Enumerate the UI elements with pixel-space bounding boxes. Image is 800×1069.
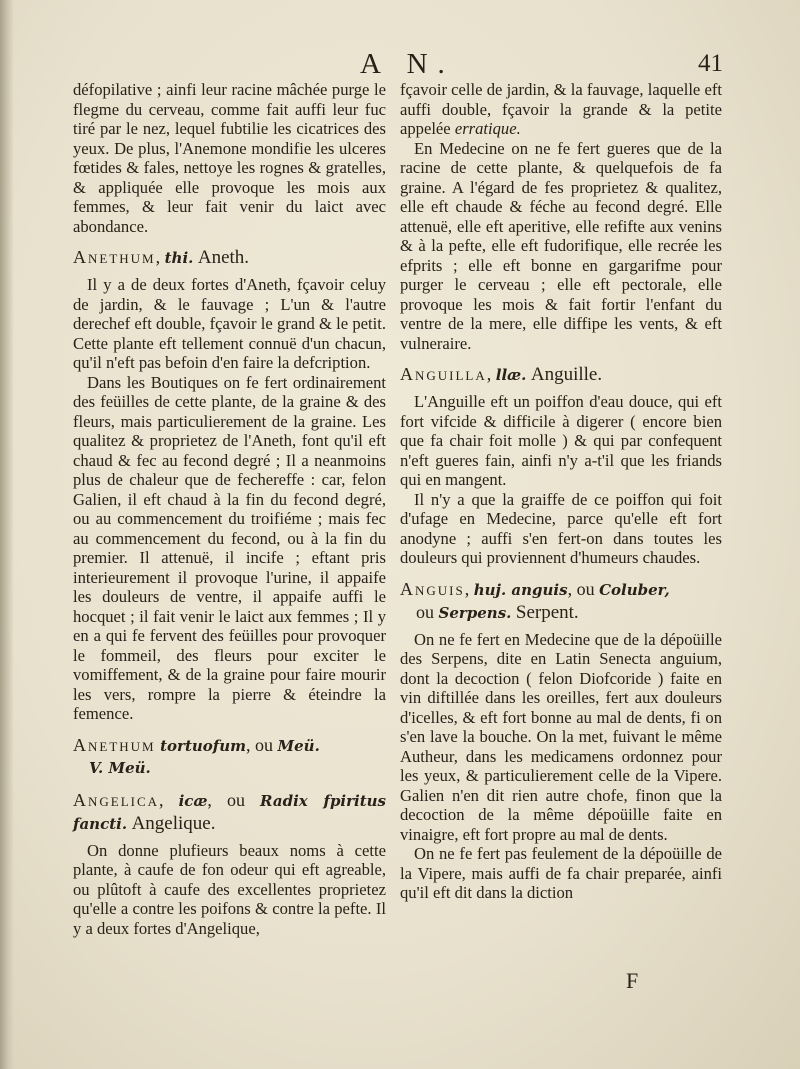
paragraph-anemone-end: défopilative ; ainfi leur racine mâchée purge le flegme du cerveau, comme fait auffi leur fuc tiré par le nez, lequel fubtilie les cicatrices des yeux. De plus, l'Anemone mondifie les ulceres fœtides & fales, nettoye les rognes & gratelles, & appliquée elle provoque les mois aux femmes, & leur fait venir du laict avec abondance. <box>73 80 386 236</box>
entry-name: Anguilla <box>400 364 487 384</box>
entry-heading-anguis: Anguis, huj. anguis, ou Coluber, ou Serpens. Serpent. <box>400 578 670 623</box>
page-number: 41 <box>698 50 723 77</box>
left-column <box>73 80 386 938</box>
entry-latin-alt-2: Serpens. <box>438 603 512 622</box>
paragraph-angelica-1: On donne plufieurs beaux noms à cette plante, à caufe de fon odeur qui eft agreable, ou plûtoft à caufe des excellentes proprietez qu'elle a contre les poifons & contre la pefte. Il y a deux fortes d'Angelique, <box>73 840 386 938</box>
entry-name: Angelica <box>73 789 160 810</box>
right-column <box>400 80 722 903</box>
paragraph-anethum-1: Il y a de deux fortes d'Aneth, fçavoir celuy de jardin, & le fauvage ; L'un & l'autre derechef eft double, fçavoir le grand & le petit. Cette plante eft tellement connuë d'un chacun, qu'il n'eft pas befoin d'en faire la defcription. <box>73 275 386 372</box>
paragraph-anguis-1: On ne fe fert en Medecine que de la dépoüille des Serpens, dite en Latin Senecta anguium, dont la decoction ( felon Diofcoride ) faite en vin diftillée dans les oreilles, fert aux douleurs d'icelles, & eft fort bonne au mal de dents, fi on s'en lave la bouche. On la met, fuivant le même Autheur, dans les medicamens ordonnez pour les yeux, & particulierement celle de la Vipere. Galien n'en dit rien autre chofe, finon que la decoction de la même dépoüille faite en vinaigre, eft fort propre au mal de dents. <box>400 629 722 844</box>
italic-term: erratique. <box>454 119 521 138</box>
entry-connector: , ou <box>246 734 274 755</box>
entry-latin: huj. anguis <box>473 580 568 599</box>
entry-name: Anethum <box>73 247 156 267</box>
entry-heading-angelica: Angelica, icæ, ou Radix fpiritus fancti. Angelique. <box>73 789 387 834</box>
entry-french: Anguille. <box>530 364 603 385</box>
entry-latin: thi. <box>164 249 194 267</box>
paragraph-text: fçavoir celle de jardin, & la fauvage, laquelle eft auffi double, fçavoir la grande & la petite appelée <box>400 80 722 138</box>
entry-latin-alt: Coluber, <box>599 580 670 599</box>
entry-heading-anguilla: Anguilla, llæ. Anguille. <box>400 364 603 385</box>
entry-latin: icæ <box>178 791 208 810</box>
paragraph-angelica-2: En Medecine on ne fe fert gueres que de la racine de cette plante, & quelquefois de fa graine. A l'égard de fes proprietez & qualitez, elle eft chaude & féche au fecond degré. Elle attenuë, elle eft aperitive, elle refifte aux venins & à la pefte, elle eft fudorifique, elle recrée les efprits ; elle eft bonne en gargarifme pour purger le cerveau ; elle eft pectorale, elle provoque les mois & fait fortir l'enfant du ventre de la mere, elle diffipe les vents, & eft vulneraire. <box>400 138 722 353</box>
entry-name: Anguis <box>400 578 465 599</box>
entry-latin: tortuofum <box>160 736 247 755</box>
paragraph-anguilla-1: L'Anguille eft un poiffon d'eau douce, qui eft fort vifcide & difficile à digerer ( encore bien que fa chair foit molle ) & qui par confequent n'eft gueres fain, ainfi n'y a-t'il que les friands qui en mangent. <box>400 392 722 489</box>
entry-cross-reference: V. Meü. <box>89 758 151 777</box>
paragraph-anethum-2: Dans les Boutiques on fe fert ordinairement des feüilles de cette plante, de la graine & des fleurs, mais particulierement de la graine. Les qualitez & proprietez de l'Aneth, font qu'il eft chaud & fec au fecond degré ; Il a neanmoins plus de chaleur que de fechereffe : car, felon Galien, il eft chaud à la fin du fecond degré, ou au commencement du troifiéme ; mais fec au commencement du fecond, ou à la fin du premier. Il attenuë, il incife ; eftant pris interieurement il provoque l'urine, il appaife les douleurs de ventre, il appaife auffi le hocquet ; il fait venir le laict aux femmes ; Il y en a qui fe fervent des feüilles pour provoquer le fommeil, des fleurs pour exciter le vomiffement, & de la graine pour faire mourir les vers, rompre la pierre & éteindre la femence. <box>73 372 386 723</box>
entry-connector: , ou <box>567 578 595 599</box>
entry-latin-alt: Meü. <box>277 736 320 755</box>
page-gutter-shadow <box>0 0 14 1069</box>
entry-heading-anethum: Anethum, thi. Aneth. <box>73 247 250 268</box>
entry-heading-anethum-tortuosum <box>73 734 386 779</box>
entry-name: Anethum <box>73 734 156 755</box>
paragraph-anguilla-2: Il n'y a que la graiffe de ce poiffon qui foit d'ufage en Medecine, parce qu'elle eft fort anodyne ; auffi s'en fert-on dans toutes les douleurs qui proviennent d'humeurs chaudes. <box>400 489 722 567</box>
paragraph-anguis-2: On ne fe fert pas feulement de la dépoüille de la Vipere, mais auffi de fa chair preparée, ainfi qu'il eft dit dans la diction <box>400 844 722 902</box>
running-head: A N. <box>360 48 455 80</box>
entry-french: Serpent. <box>515 601 579 623</box>
entry-connector: , ou <box>207 789 245 810</box>
entry-latin: llæ. <box>495 366 527 384</box>
entry-latin-alt: Radix fpiritus fancti. <box>73 791 387 833</box>
entry-french: Angelique. <box>131 812 216 834</box>
signature-mark: F <box>626 968 639 993</box>
paragraph-angelica-continued <box>400 80 722 139</box>
entry-french: Aneth. <box>197 247 250 268</box>
entry-connector-2: ou <box>416 601 434 622</box>
